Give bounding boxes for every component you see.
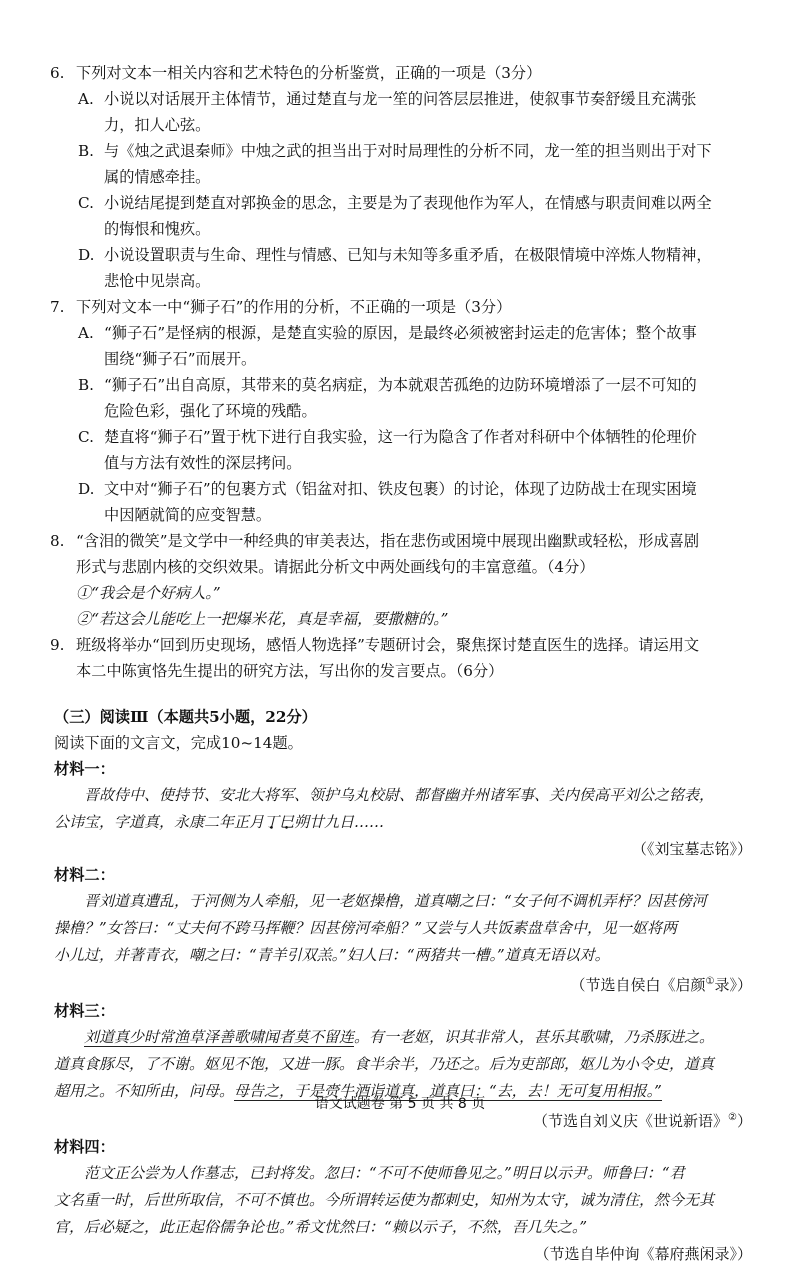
quoted-sentence-1: ①“我会是个好病人。”	[76, 584, 221, 602]
question-stem: 班级将举办“回到历史现场，感悟人物选择”专题研讨会，聚焦探讨楚直医生的选择。请运用文	[76, 636, 700, 654]
option-letter: A.	[78, 90, 94, 108]
material-3	[50, 998, 756, 1134]
material-text: 小儿过，并著青衣，嘲之曰：“青羊引双羔。”妇人曰：“两猪共一槽。”道真无语以对。	[54, 946, 610, 964]
question-stem: “含泪的微笑”是文学中一种经典的审美表达，指在悲伤或困境中展现出幽默或轻松，形成喜剧	[76, 532, 700, 550]
option-b-cont: 属的情感牵挂。	[104, 168, 211, 186]
option-letter: D.	[78, 246, 95, 264]
question-6	[50, 60, 756, 294]
underlined-sentence: 母告之，于是赍牛酒诣道真，道真曰：“去，去！无可复用相报。”	[234, 1082, 662, 1100]
option-a-cont: 围绕“狮子石”而展开。	[104, 350, 257, 368]
page-footer: 语文试题卷 第 5 页 共 8 页	[314, 1096, 486, 1112]
option-c-cont: 值与方法有效性的深层拷问。	[104, 454, 302, 472]
material-text: 道真食豚尽，了不谢。妪见不饱，又进一豚。食半余半，乃还之。后为吏部郎，妪儿为小令史，道真	[54, 1055, 715, 1073]
emphasis-dot-char: 巳	[279, 813, 295, 831]
material-text: 文名重一时，后世所取信，不可不慎也。今所谓转运使为都刺史，知州为太守，诚为清住，然今无其	[54, 1191, 715, 1209]
option-d-text: 文中对“狮子石”的包裹方式（铝盆对扣、铁皮包裹）的讨论，体现了边防战士在现实困境	[104, 480, 697, 498]
material-label: 材料三：	[54, 1002, 115, 1020]
material-text: 超用之。不知所由，问母。母告之，于是赍牛酒诣道真，道真曰：“去，去！无可复用相报。”	[54, 1082, 662, 1100]
material-label: 材料一：	[54, 760, 115, 778]
option-d-cont: 中因陋就简的应变智慧。	[104, 506, 272, 524]
option-b-text: 与《烛之武退秦师》中烛之武的担当出于对时局理性的分析不同，龙一笙的担当则出于对下	[104, 142, 712, 160]
question-stem-cont: 本二中陈寅恪先生提出的研究方法，写出你的发言要点。（6分）	[76, 662, 504, 680]
option-letter: B.	[78, 142, 94, 160]
option-letter: B.	[78, 376, 94, 394]
footnote-marker: ②	[728, 1112, 737, 1123]
option-a-text: 小说以对话展开主体情节，通过楚直与龙一笙的问答层层推进，使叙事节奏舒缓且充满张	[104, 90, 697, 108]
material-source: （节选自毕仲询《幕府燕闲录》）	[534, 1245, 752, 1263]
question-stem-cont: 形式与悲剧内核的交织效果。请据此分析文中两处画线句的丰富意蕴。（4分）	[76, 558, 595, 576]
question-stem: 下列对文本一中“狮子石”的作用的分析，不正确的一项是（3分）	[76, 298, 512, 316]
option-letter: C.	[78, 194, 94, 212]
option-b-text: “狮子石”出自高原，其带来的莫名病症，为本就艰苦孤绝的边防环境增添了一层不可知的	[104, 376, 697, 394]
material-source: （节选自刘义庆《世说新语》②）	[533, 1112, 752, 1130]
section-heading: （三）阅读Ⅲ（本题共5小题，22分）	[54, 708, 317, 726]
question-number: 6.	[50, 64, 65, 82]
material-text: 操橹？”女答曰：“丈夫何不跨马挥鞭？因甚傍河牵船？”又尝与人共饭素盘草舍中，见一妪将两	[54, 919, 678, 937]
question-stem: 下列对文本一相关内容和艺术特色的分析鉴赏，正确的一项是（3分）	[76, 64, 542, 82]
question-number: 8.	[50, 532, 65, 550]
question-7	[50, 294, 756, 528]
material-text: 官，后必疑之，此正起俗儒争论也。”希文忧然曰：“赖以示子，不然，吾几失之。”	[54, 1218, 588, 1236]
material-1	[50, 756, 756, 862]
option-c-text: 楚直将“狮子石”置于枕下进行自我实验，这一行为隐含了作者对科研中个体牺牲的伦理价	[104, 428, 697, 446]
material-label: 材料四：	[54, 1138, 115, 1156]
underlined-sentence: 刘道真少时常渔草泽善歌啸闻者莫不留连	[84, 1028, 355, 1046]
material-text: 公讳宝，字道真，永康二年正月丁巳朔廿九日……	[54, 813, 385, 831]
material-text: 范文正公尝为人作墓志，已封将发。忽曰：“不可不使师鲁见之。”明日以示尹。师鲁曰：“君	[84, 1164, 685, 1182]
material-text: 晋刘道真遭乱，于河侧为人牵船，见一老妪操橹，道真嘲之曰：“女子何不调机弄杼？因甚傍河	[84, 892, 707, 910]
option-a-text: “狮子石”是怪病的根源，是楚直实验的原因，是最终必须被密封运走的危害体；整个故事	[104, 324, 697, 342]
emphasis-dot-char: 丁	[264, 813, 280, 831]
material-label: 材料二：	[54, 866, 115, 884]
material-text: 刘道真少时常渔草泽善歌啸闻者莫不留连。有一老妪，识其非常人，甚乐其歌啸，乃杀豚进之。	[84, 1028, 715, 1046]
option-c-text: 小说结尾提到楚直对郭换金的思念，主要是为了表现他作为军人，在情感与职责间难以两全	[104, 194, 712, 212]
quoted-sentence-2: ②“若这会儿能吃上一把爆米花，真是幸福，要撒糖的。”	[76, 610, 449, 628]
material-source: （节选自侯白《启颜①录》）	[570, 976, 752, 994]
option-c-cont: 的悔恨和愧疚。	[104, 220, 211, 238]
option-d-text: 小说设置职责与生命、理性与情感、已知与未知等多重矛盾，在极限情境中淬炼人物精神，	[104, 246, 712, 264]
option-letter: D.	[78, 480, 95, 498]
material-source: （《刘宝墓志铭》）	[631, 840, 752, 858]
question-number: 7.	[50, 298, 65, 316]
section-intro: 阅读下面的文言文，完成10~14题。	[54, 734, 303, 752]
material-2	[50, 862, 756, 998]
question-8	[50, 528, 756, 632]
footnote-marker: ①	[705, 976, 715, 987]
question-9	[50, 632, 756, 684]
option-a-cont: 力，扣人心弦。	[104, 116, 211, 134]
option-d-cont: 悲怆中见崇高。	[104, 272, 211, 290]
question-number: 9.	[50, 636, 65, 654]
option-b-cont: 危险色彩，强化了环境的残酷。	[104, 402, 317, 420]
material-4	[50, 1134, 756, 1267]
option-letter: C.	[78, 428, 94, 446]
option-letter: A.	[78, 324, 94, 342]
material-text: 晋故侍中、使持节、安北大将军、领护乌丸校尉、都督幽并州诸军事、关内侯高平刘公之铭表，	[84, 786, 715, 804]
